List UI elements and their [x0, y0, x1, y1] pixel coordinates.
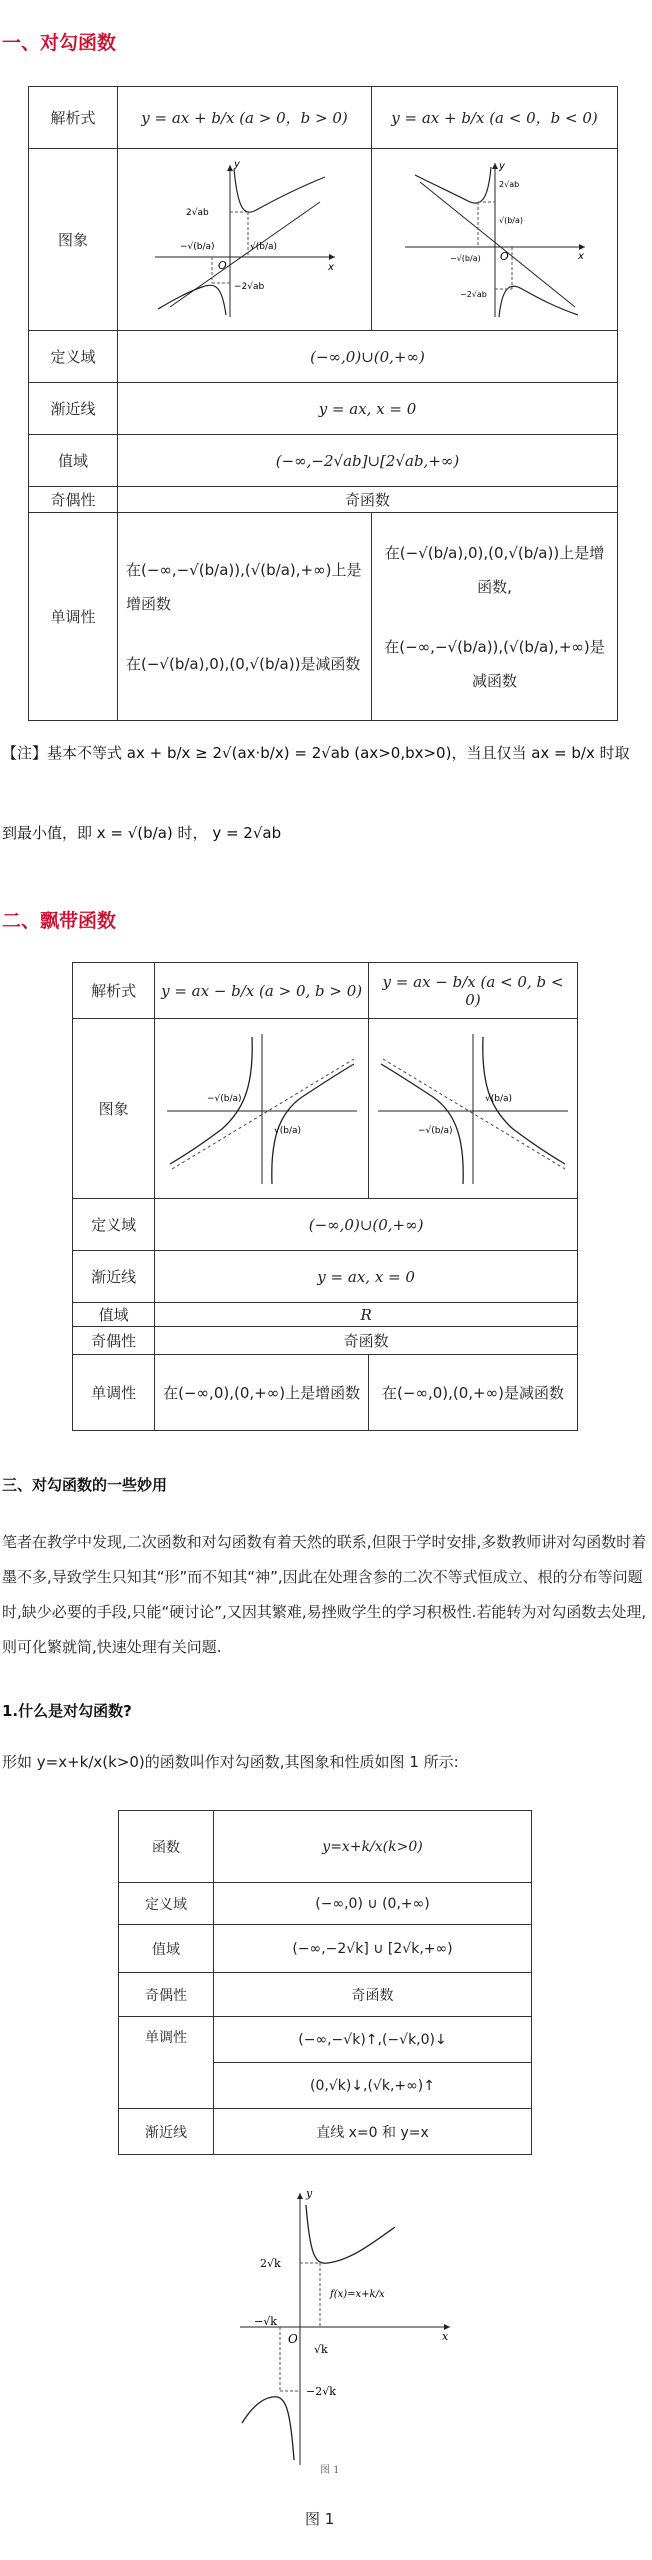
s3-parity-label: 奇偶性: [119, 1973, 214, 2017]
s1b-top: 2√ab: [498, 180, 519, 189]
figure-1: [230, 2185, 460, 2475]
s3-mono-2: (0,√k)↓,(√k,+∞)↑: [214, 2063, 532, 2109]
s2b-pos: √(b/a): [485, 1093, 513, 1104]
s1-expr-a: y = ax + b/x (a > 0，b > 0): [118, 87, 372, 149]
s2-asym-label: 渐近线: [73, 1251, 155, 1303]
section3-table: [118, 1810, 532, 2155]
section3-q1: 1.什么是对勾函数?: [2, 1702, 132, 1720]
s1-graph-label: 图象: [29, 149, 118, 331]
s1-parity-value: 奇函数: [118, 487, 618, 513]
fig-pos: √k: [314, 2343, 328, 2356]
fig-func: f(x)=x+k/x: [330, 2289, 385, 2300]
s1-mono-a2: 在(−√(b/a),0),(0,√(b/a))是减函数: [126, 654, 361, 673]
s2-mono-label: 单调性: [73, 1355, 155, 1431]
s1b-x: x: [577, 251, 584, 262]
s1b-mid: √(b/a): [498, 216, 523, 225]
s1-mono-b: [372, 513, 618, 721]
s1a-y: y: [233, 159, 240, 170]
s2-expr-b: y = ax − b/x (a < 0, b < 0): [369, 963, 578, 1019]
fig-top: 2√k: [260, 2257, 281, 2270]
s1a-o: O: [217, 259, 227, 272]
s3-range-value: (−∞,−2√k] ∪ [2√k,+∞): [214, 1925, 532, 1973]
s1-graph-a: [118, 149, 372, 331]
s2-expr-label: 解析式: [73, 963, 155, 1019]
s2-asym-value: y = ax, x = 0: [155, 1251, 578, 1303]
s2-graph-label: 图象: [73, 1019, 155, 1199]
fig-neg: −√k: [254, 2315, 277, 2328]
s2-graph-a: [155, 1019, 369, 1199]
s1-graph-b: [372, 149, 618, 331]
s3-mono-label: 单调性: [119, 2017, 214, 2109]
section2-title: 二、飘带函数: [2, 910, 117, 932]
figure-1-svg: [230, 2185, 460, 2475]
s3-asym-value: 直线 x=0 和 y=x: [214, 2109, 532, 2155]
s2a-pos: √(b/a): [273, 1125, 301, 1136]
s2-parity-value: 奇函数: [155, 1327, 578, 1355]
s2-parity-label: 奇偶性: [73, 1327, 155, 1355]
section1-table: [28, 86, 618, 721]
s1a-neg: −√(b/a): [179, 242, 215, 252]
s2-expr-a: y = ax − b/x (a > 0, b > 0): [155, 963, 369, 1019]
s3-func-value: y=x+k/x(k>0): [214, 1811, 532, 1883]
s1-asym-value: y = ax, x = 0: [118, 383, 618, 435]
s3-parity-value: 奇函数: [214, 1973, 532, 2017]
fig-low: −2√k: [306, 2385, 336, 2398]
figure-1-caption: 图 1: [305, 2510, 335, 2528]
s1-expr-label: 解析式: [29, 87, 118, 149]
s2-mono-b: 在(−∞,0),(0,+∞)是减函数: [369, 1355, 578, 1431]
s1a-top: 2√ab: [185, 208, 209, 218]
s1-range-value: (−∞,−2√ab]∪[2√ab,+∞): [118, 435, 618, 487]
s2-graph-b: [369, 1019, 578, 1199]
s2-range-value: R: [155, 1303, 578, 1327]
s1-mono-a: [118, 513, 372, 721]
section1-title: 一、对勾函数: [2, 32, 117, 54]
s3-mono-1: (−∞,−√k)↑,(−√k,0)↓: [214, 2017, 532, 2063]
s3-range-label: 值域: [119, 1925, 214, 1973]
note-line1: 【注】基本不等式 ax + b/x ≥ 2√(ax·b/x) = 2√ab (ax>0,bx>0)，当且仅当 ax = b/x 时取: [2, 744, 630, 762]
s1-mono-b1: 在(−√(b/a),0),(0,√(b/a))上是增函数,: [384, 543, 605, 596]
fig-o: O: [288, 2332, 298, 2346]
s1-domain-value: (−∞,0)∪(0,+∞): [118, 331, 618, 383]
s1-mono-label: 单调性: [29, 513, 118, 721]
s1-domain-label: 定义域: [29, 331, 118, 383]
s2-range-label: 值域: [73, 1303, 155, 1327]
s2b-neg: −√(b/a): [418, 1125, 453, 1136]
s1a-low: −2√ab: [233, 282, 264, 292]
s1b-neg: −√(b/a): [449, 254, 481, 263]
s2-graph-a-svg: [162, 1029, 362, 1189]
s1-asym-label: 渐近线: [29, 383, 118, 435]
s2-mono-a: 在(−∞,0),(0,+∞)上是增函数: [155, 1355, 369, 1431]
s2-domain-value: (−∞,0)∪(0,+∞): [155, 1199, 578, 1251]
fig-inner-caption: 图 1: [320, 2465, 340, 2475]
s1-graph-b-svg: [400, 157, 590, 322]
s1b-o: O: [499, 250, 509, 263]
s1a-mid: √(b/a): [249, 242, 277, 252]
s1-expr-b: y = ax + b/x (a < 0，b < 0): [372, 87, 618, 149]
s3-domain-value: (−∞,0) ∪ (0,+∞): [214, 1883, 532, 1925]
s1-range-label: 值域: [29, 435, 118, 487]
s1b-y: y: [498, 161, 505, 172]
section3-para: 笔者在教学中发现,二次函数和对勾函数有着天然的联系,但限于学时安排,多数教师讲对勾函数时着墨不多,导致学生只知其“形”而不知其“神”,因此在处理含参的二次不等式恒成立、根的分布等问题时,缺少必要的手段,只能“硬讨论”,又因其繁难,易挫败学生的学习积极性.若能转为对勾函数去处理,则可化繁就简,快速处理有关问题.: [2, 1533, 647, 1656]
note-line2: 到最小值，即 x = √(b/a) 时， y = 2√ab: [2, 824, 282, 842]
s3-domain-label: 定义域: [119, 1883, 214, 1925]
fig-y: y: [306, 2187, 313, 2200]
s1-graph-a-svg: [150, 157, 340, 322]
fig-x: x: [442, 2330, 449, 2343]
s3-asym-label: 渐近线: [119, 2109, 214, 2155]
s1-parity-label: 奇偶性: [29, 487, 118, 513]
s1-mono-a1: 在(−∞,−√(b/a)),(√(b/a),+∞)上是增函数: [126, 560, 362, 613]
s1a-x: x: [327, 262, 334, 273]
s2-domain-label: 定义域: [73, 1199, 155, 1251]
s3-func-label: 函数: [119, 1811, 214, 1883]
section2-table: [72, 962, 578, 1431]
section3-title: 三、对勾函数的一些妙用: [2, 1476, 168, 1494]
s2-graph-b-svg: [373, 1029, 573, 1189]
section3-intro: 形如 y=x+k/x(k>0)的函数叫作对勾函数,其图象和性质如图 1 所示:: [2, 1753, 459, 1771]
s1-mono-b2: 在(−∞,−√(b/a)),(√(b/a),+∞)是减函数: [384, 637, 605, 690]
s2a-neg: −√(b/a): [206, 1093, 242, 1104]
s1b-low: −2√ab: [459, 290, 487, 299]
